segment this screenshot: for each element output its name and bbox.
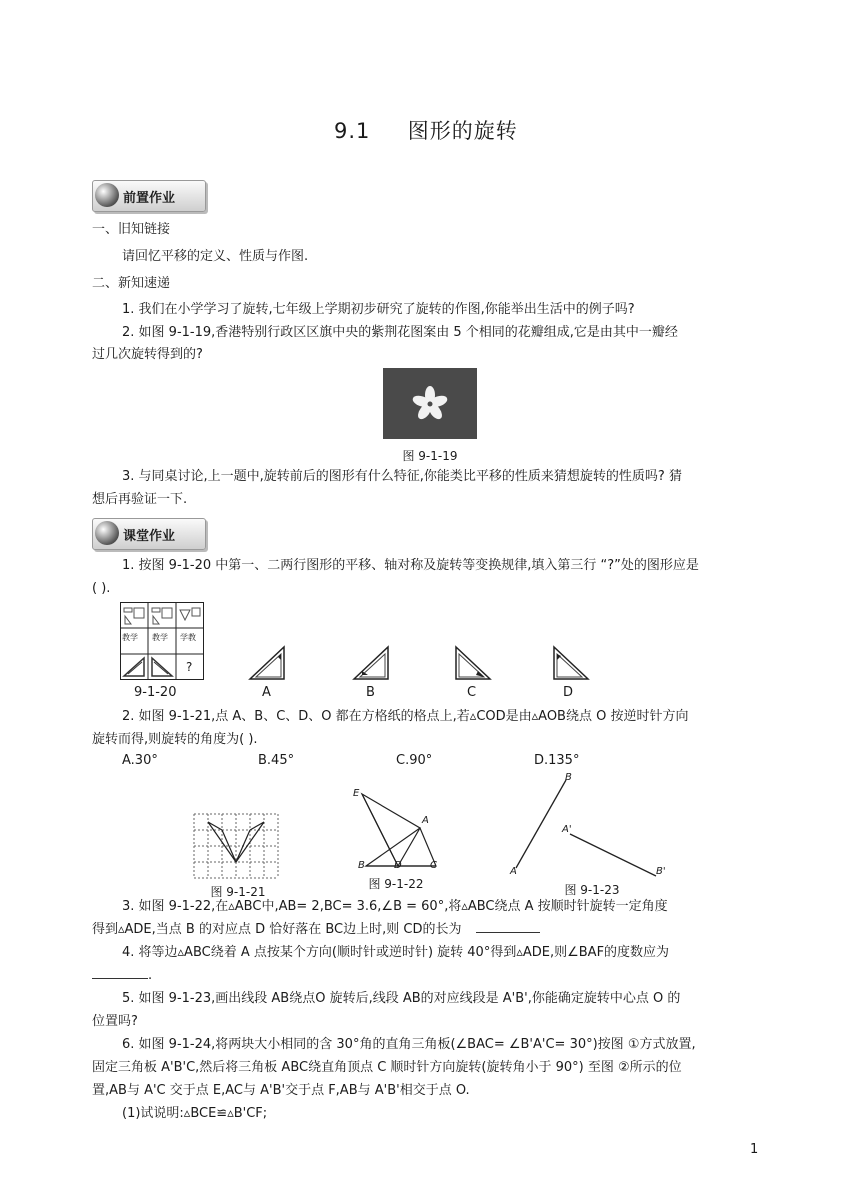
point-label: D	[394, 860, 402, 871]
option-b-figure	[352, 645, 392, 681]
part2-heading: 二、新知速递	[92, 276, 171, 291]
title-number: 9.1	[334, 119, 371, 143]
question-text: 过几次旋转得到的?	[92, 347, 203, 362]
point-label: B	[358, 860, 365, 871]
question-text: 3. 如图 9-1-22,在▵ABC中,AB= 2,BC= 3.6,∠B = 60°,将▵ABC绕点 A 按顺时针旋转一定角度	[122, 899, 668, 914]
question-text: 1. 按图 9-1-20 中第一、二两行图形的平移、轴对称及旋转等变换规律,填入第三行 “?”处的图形应是	[122, 558, 699, 573]
question-text: 旋转而得,则旋转的角度为( ).	[92, 732, 258, 747]
question-text: 1. 我们在小学学习了旋转,七年级上学期初步研究了旋转的作图,你能举出生活中的例子吗?	[122, 302, 635, 317]
choice-label: B.45°	[258, 753, 295, 768]
answer-blank[interactable]	[92, 978, 148, 979]
grid-word: 学教	[180, 633, 196, 642]
question-text: 3. 与同桌讨论,上一题中,旋转前后的图形有什么特征,你能类比平移的性质来猜想旋转的性质吗? 猜	[122, 469, 682, 484]
choice-label: D.135°	[534, 753, 580, 768]
point-label: A'	[562, 824, 572, 835]
flag-image	[383, 368, 477, 439]
point-label: C	[430, 860, 437, 871]
ball-icon	[95, 183, 119, 207]
question-text: 2. 如图 9-1-19,香港特别行政区区旗中央的紫荆花图案由 5 个相同的花瓣组成,它是由其中一瓣经	[122, 325, 678, 340]
triangle-rotation-figure	[348, 788, 443, 870]
grid-question-mark: ?	[186, 660, 193, 674]
class-work-label: 课堂作业	[123, 529, 176, 544]
point-label: E	[353, 788, 360, 799]
transform-grid-figure	[120, 602, 204, 680]
ball-icon	[95, 521, 119, 545]
question-text-inline: 得到▵ADE,当点 B 的对应点 D 恰好落在 BC边上时,则 CD的长为	[92, 922, 462, 937]
question-text: 5. 如图 9-1-23,画出线段 AB绕点O 旋转后,线段 AB的对应线段是 A'B',你能确定旋转中心点 O 的	[122, 991, 681, 1006]
part1-heading: 一、旧知链接	[92, 222, 171, 237]
question-text	[92, 922, 540, 938]
option-label: B	[366, 685, 375, 700]
page-title	[334, 115, 518, 145]
point-label: B'	[656, 866, 666, 877]
answer-blank[interactable]	[476, 932, 540, 933]
part1-line: 请回忆平移的定义、性质与作图.	[122, 249, 309, 264]
segment-rotation-figure	[510, 776, 670, 876]
option-d-figure	[552, 645, 592, 681]
question-text: 位置吗?	[92, 1014, 138, 1029]
choice-label: C.90°	[396, 753, 433, 768]
point-label: A	[510, 866, 517, 877]
figure-caption: 图 9-1-21	[210, 885, 266, 899]
question-text: 固定三角板 A'B'C,然后将三角板 ABC绕直角顶点 C 顺时针方向旋转(旋转角小于 90°) 至图 ②所示的位	[92, 1060, 682, 1075]
pre-work-tag	[92, 180, 206, 212]
question-text: 置,AB与 A'C 交于点 E,AC与 A'B'交于点 F,AB与 A'B'相交于点 O.	[92, 1083, 470, 1098]
page-number: 1	[750, 1142, 759, 1157]
grid-rotation-figure	[194, 814, 278, 878]
title-text: 图形的旋转	[407, 119, 518, 143]
period-mark: .	[148, 968, 153, 983]
figure-caption: 图 9-1-19	[402, 449, 458, 463]
question-text: 2. 如图 9-1-21,点 A、B、C、D、O 都在方格纸的格点上,若▵COD是由▵AOB绕点 O 按逆时针方向	[122, 709, 689, 724]
figure-caption: 图 9-1-23	[564, 883, 620, 897]
question-text: ( ).	[92, 581, 111, 596]
question-text: 想后再验证一下.	[92, 492, 188, 507]
question-text	[92, 968, 152, 984]
option-label: D	[563, 685, 574, 700]
pre-work-label: 前置作业	[123, 191, 176, 206]
option-label: A	[262, 685, 271, 700]
option-label: C	[467, 685, 477, 700]
question-text: (1)试说明:▵BCE≌▵B'CF;	[122, 1106, 268, 1121]
class-work-tag	[92, 518, 206, 550]
question-text: 4. 将等边▵ABC绕着 A 点按某个方向(顺时针或逆时针) 旋转 40°得到▵ADE,则∠BAF的度数应为	[122, 945, 670, 960]
choice-label: A.30°	[122, 753, 158, 768]
point-label: A	[422, 815, 429, 826]
grid-word: 教学	[152, 633, 168, 642]
option-c-figure	[454, 645, 494, 681]
point-label: B	[565, 772, 572, 783]
bauhinia-icon	[383, 368, 477, 439]
option-a-figure	[248, 645, 288, 681]
figure-caption: 图 9-1-22	[368, 877, 424, 891]
grid-word: 教学	[122, 633, 138, 642]
figure-caption: 9-1-20	[134, 685, 177, 700]
question-text: 6. 如图 9-1-24,将两块大小相同的含 30°角的直角三角板(∠BAC= ∠B'A'C= 30°)按图 ①方式放置,	[122, 1037, 696, 1052]
